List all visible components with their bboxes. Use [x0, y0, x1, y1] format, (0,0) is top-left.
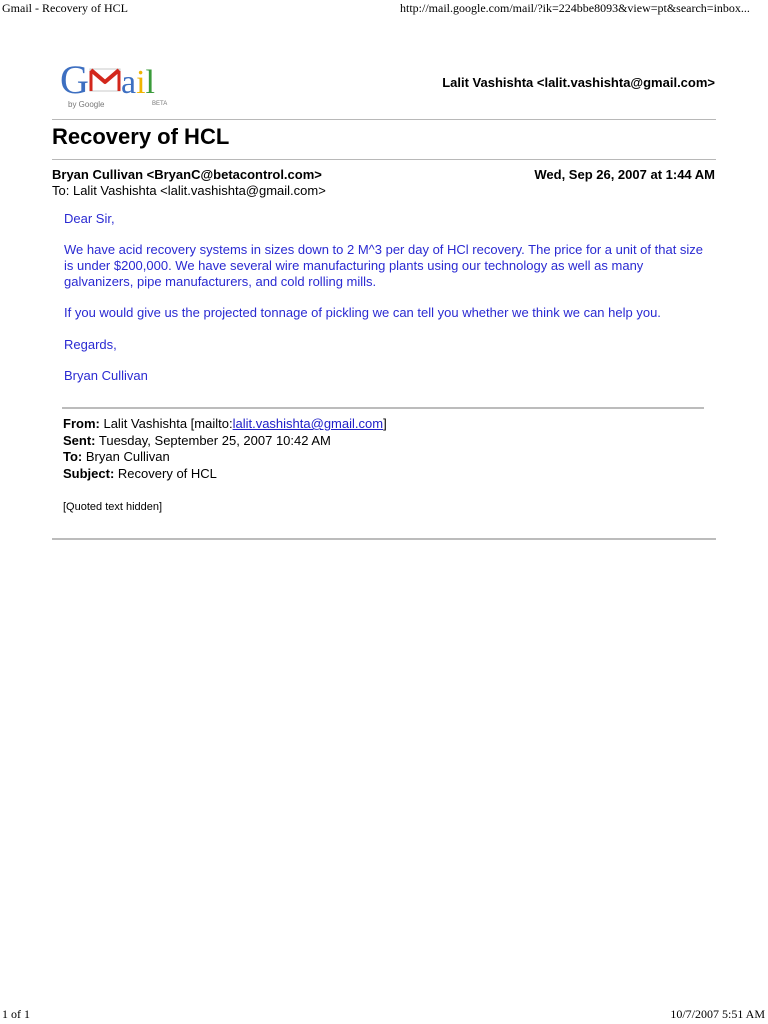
logo-byline: by Google	[68, 100, 105, 109]
print-url: http://mail.google.com/mail/?ik=224bbe8093&view=pt&search=inbox...	[400, 1, 750, 15]
quoted-from-row	[63, 416, 387, 433]
print-title: Gmail - Recovery of HCL	[2, 1, 128, 15]
quoted-from-close: ]	[383, 416, 387, 431]
divider	[52, 538, 716, 540]
envelope-icon	[90, 69, 120, 91]
quoted-subject-label: Subject:	[63, 465, 115, 481]
message-sender: Bryan Cullivan <BryanC@betacontrol.com>	[52, 167, 322, 182]
print-footer	[0, 1006, 768, 1022]
gmail-logo	[60, 55, 190, 115]
quoted-header	[63, 416, 387, 482]
message-date: Wed, Sep 26, 2007 at 1:44 AM	[534, 167, 715, 182]
to-value: Lalit Vashishta <lalit.vashishta@gmail.com>	[72, 183, 326, 198]
divider	[52, 159, 716, 160]
message-subject: Recovery of HCL	[52, 124, 230, 149]
to-label: To:	[52, 183, 70, 198]
body-paragraph: We have acid recovery systems in sizes down to 2 M^3 per day of HCl recovery. The price for a unit of that size is under $200,000. We have several wire manufacturing plants using our technology as well as many galvanizers, pipe manufacturers, and cold rolling mills.	[64, 242, 704, 289]
quoted-from-name: Lalit Vashishta [mailto:	[103, 416, 233, 431]
quoted-to-label: To:	[63, 449, 83, 464]
logo-letters-ail: ail	[121, 64, 155, 101]
quoted-to-value: Bryan Cullivan	[85, 449, 170, 464]
gmail-logo-icon	[60, 55, 190, 115]
quoted-subject-row	[63, 466, 387, 483]
quote-divider	[62, 407, 704, 409]
logo-beta-badge: BETA	[152, 101, 168, 107]
quoted-sent-row	[63, 433, 387, 450]
message-recipient	[52, 183, 326, 198]
divider	[52, 119, 716, 120]
quoted-sent-value: Tuesday, September 25, 2007 10:42 AM	[98, 432, 331, 448]
page-number: 1 of 1	[2, 1007, 30, 1021]
account-label: Lalit Vashishta <lalit.vashishta@gmail.com>	[442, 75, 715, 90]
print-header	[0, 0, 768, 16]
logo-letter-g: G	[60, 57, 89, 102]
body-closing: Regards,	[64, 337, 117, 352]
body-signature: Bryan Cullivan	[64, 368, 148, 383]
print-timestamp: 10/7/2007 5:51 AM	[670, 1007, 765, 1021]
quoted-to-row	[63, 449, 387, 466]
body-paragraph: If you would give us the projected tonnage of pickling we can tell you whether we think we can help you.	[64, 305, 661, 320]
quoted-sent-label: Sent:	[63, 432, 96, 448]
quoted-subject-value: Recovery of HCL	[117, 465, 217, 481]
body-greeting: Dear Sir,	[64, 211, 115, 226]
quoted-text-hidden-link[interactable]: [Quoted text hidden]	[63, 501, 163, 513]
quoted-from-email-link[interactable]: lalit.vashishta@gmail.com	[232, 416, 384, 431]
quoted-from-label: From:	[63, 416, 100, 431]
